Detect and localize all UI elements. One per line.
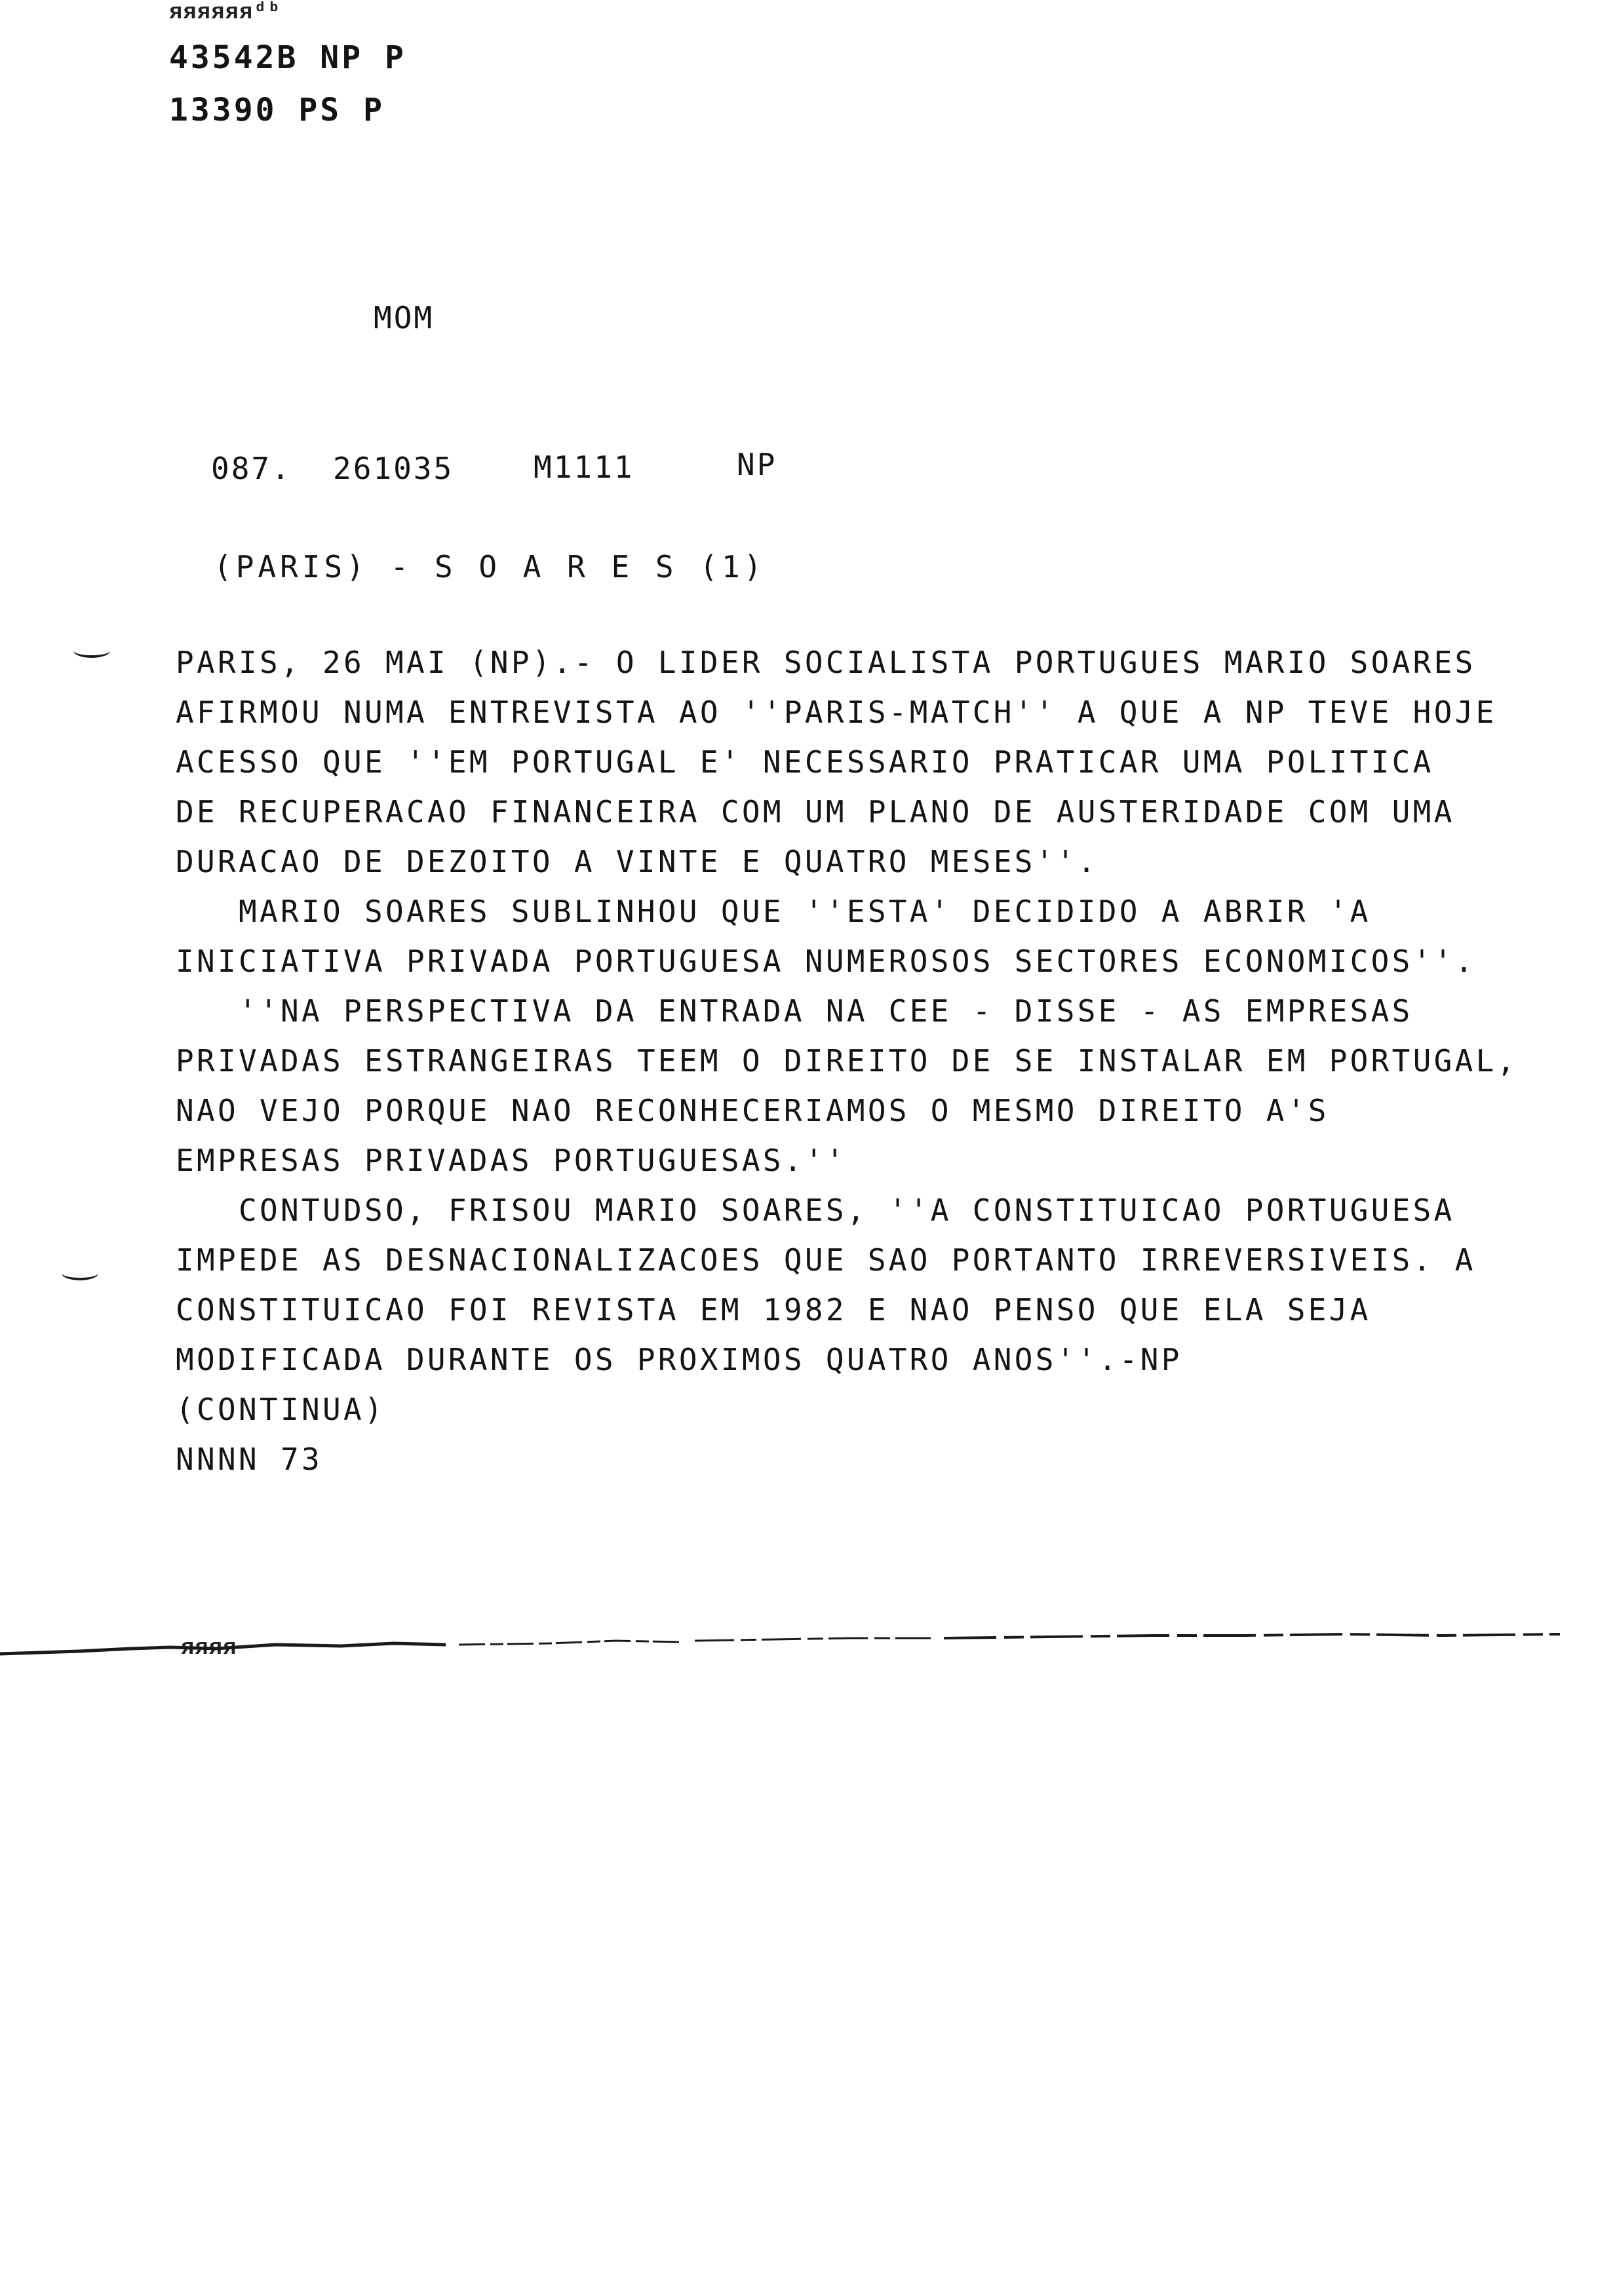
message-agency: NP [737,447,777,482]
tear-line-segment [0,1643,446,1654]
message-datetime: 261035 [333,451,454,486]
body-line: ''NA PERSPECTIVA DA ENTRADA NA CEE - DISSE - AS EMPRESAS [176,993,1413,1029]
body-line: EMPRESAS PRIVADAS PORTUGUESAS.'' [176,1143,847,1178]
tear-line-segment [695,1638,931,1641]
body-line: PARIS, 26 MAI (NP).- O LIDER SOCIALISTA PORTUGUES MARIO SOARES [176,645,1476,680]
header-code-line-2: 13390 PS P [169,92,385,128]
header-garble: ᴙᴙᴙᴙᴙᴙᵈᵇ [169,0,282,24]
message-id: M1111 [534,450,634,485]
body-line: MODIFICADA DURANTE OS PROXIMOS QUATRO ANOS''.-NP [176,1342,1182,1377]
tear-line [0,1632,1615,1658]
tear-line-segment [459,1641,682,1645]
end-marker: NNNN 73 [176,1442,322,1477]
body-line: ACESSO QUE ''EM PORTUGAL E' NECESSARIO PRATICAR UMA POLITICA [176,744,1434,780]
body-line: DURACAO DE DEZOITO A VINTE E QUATRO MESES''. [176,844,1099,879]
body-line: MARIO SOARES SUBLINHOU QUE ''ESTA' DECIDIDO A ABRIR 'A [176,894,1371,929]
body-line: AFIRMOU NUMA ENTREVISTA AO ''PARIS-MATCH'' A QUE A NP TEVE HOJE [176,695,1497,730]
body-line: CONSTITUICAO FOI REVISTA EM 1982 E NAO PENSO QUE ELA SEJA [176,1292,1371,1328]
tear-line-segment [944,1634,1560,1638]
footer-garble: ᴙᴙᴙᴙ [181,1634,237,1660]
message-number: 087. [211,451,292,486]
body-line: PRIVADAS ESTRANGEIRAS TEEM O DIREITO DE SE INSTALAR EM PORTUGAL, [176,1043,1518,1079]
body-line: CONTUDSO, FRISOU MARIO SOARES, ''A CONSTITUICAO PORTUGUESA [176,1193,1455,1228]
continua-label: (CONTINUA) [176,1392,385,1427]
margin-mark [73,643,110,658]
body-line: DE RECUPERACAO FINANCEIRA COM UM PLANO DE AUSTERIDADE COM UMA [176,794,1455,830]
margin-mark [62,1266,98,1280]
body-line: INICIATIVA PRIVADA PORTUGUESA NUMEROSOS SECTORES ECONOMICOS''. [176,944,1476,979]
body-line: NAO VEJO PORQUE NAO RECONHECERIAMOS O MESMO DIREITO A'S [176,1093,1329,1128]
operator-id: MOM [374,300,435,335]
header-code-line-1: 43542B NP P [169,39,406,76]
body-line: IMPEDE AS DESNACIONALIZACOES QUE SAO PORTANTO IRREVERSIVEIS. A [176,1242,1476,1278]
headline: (PARIS) - S O A R E S (1) [214,549,766,584]
